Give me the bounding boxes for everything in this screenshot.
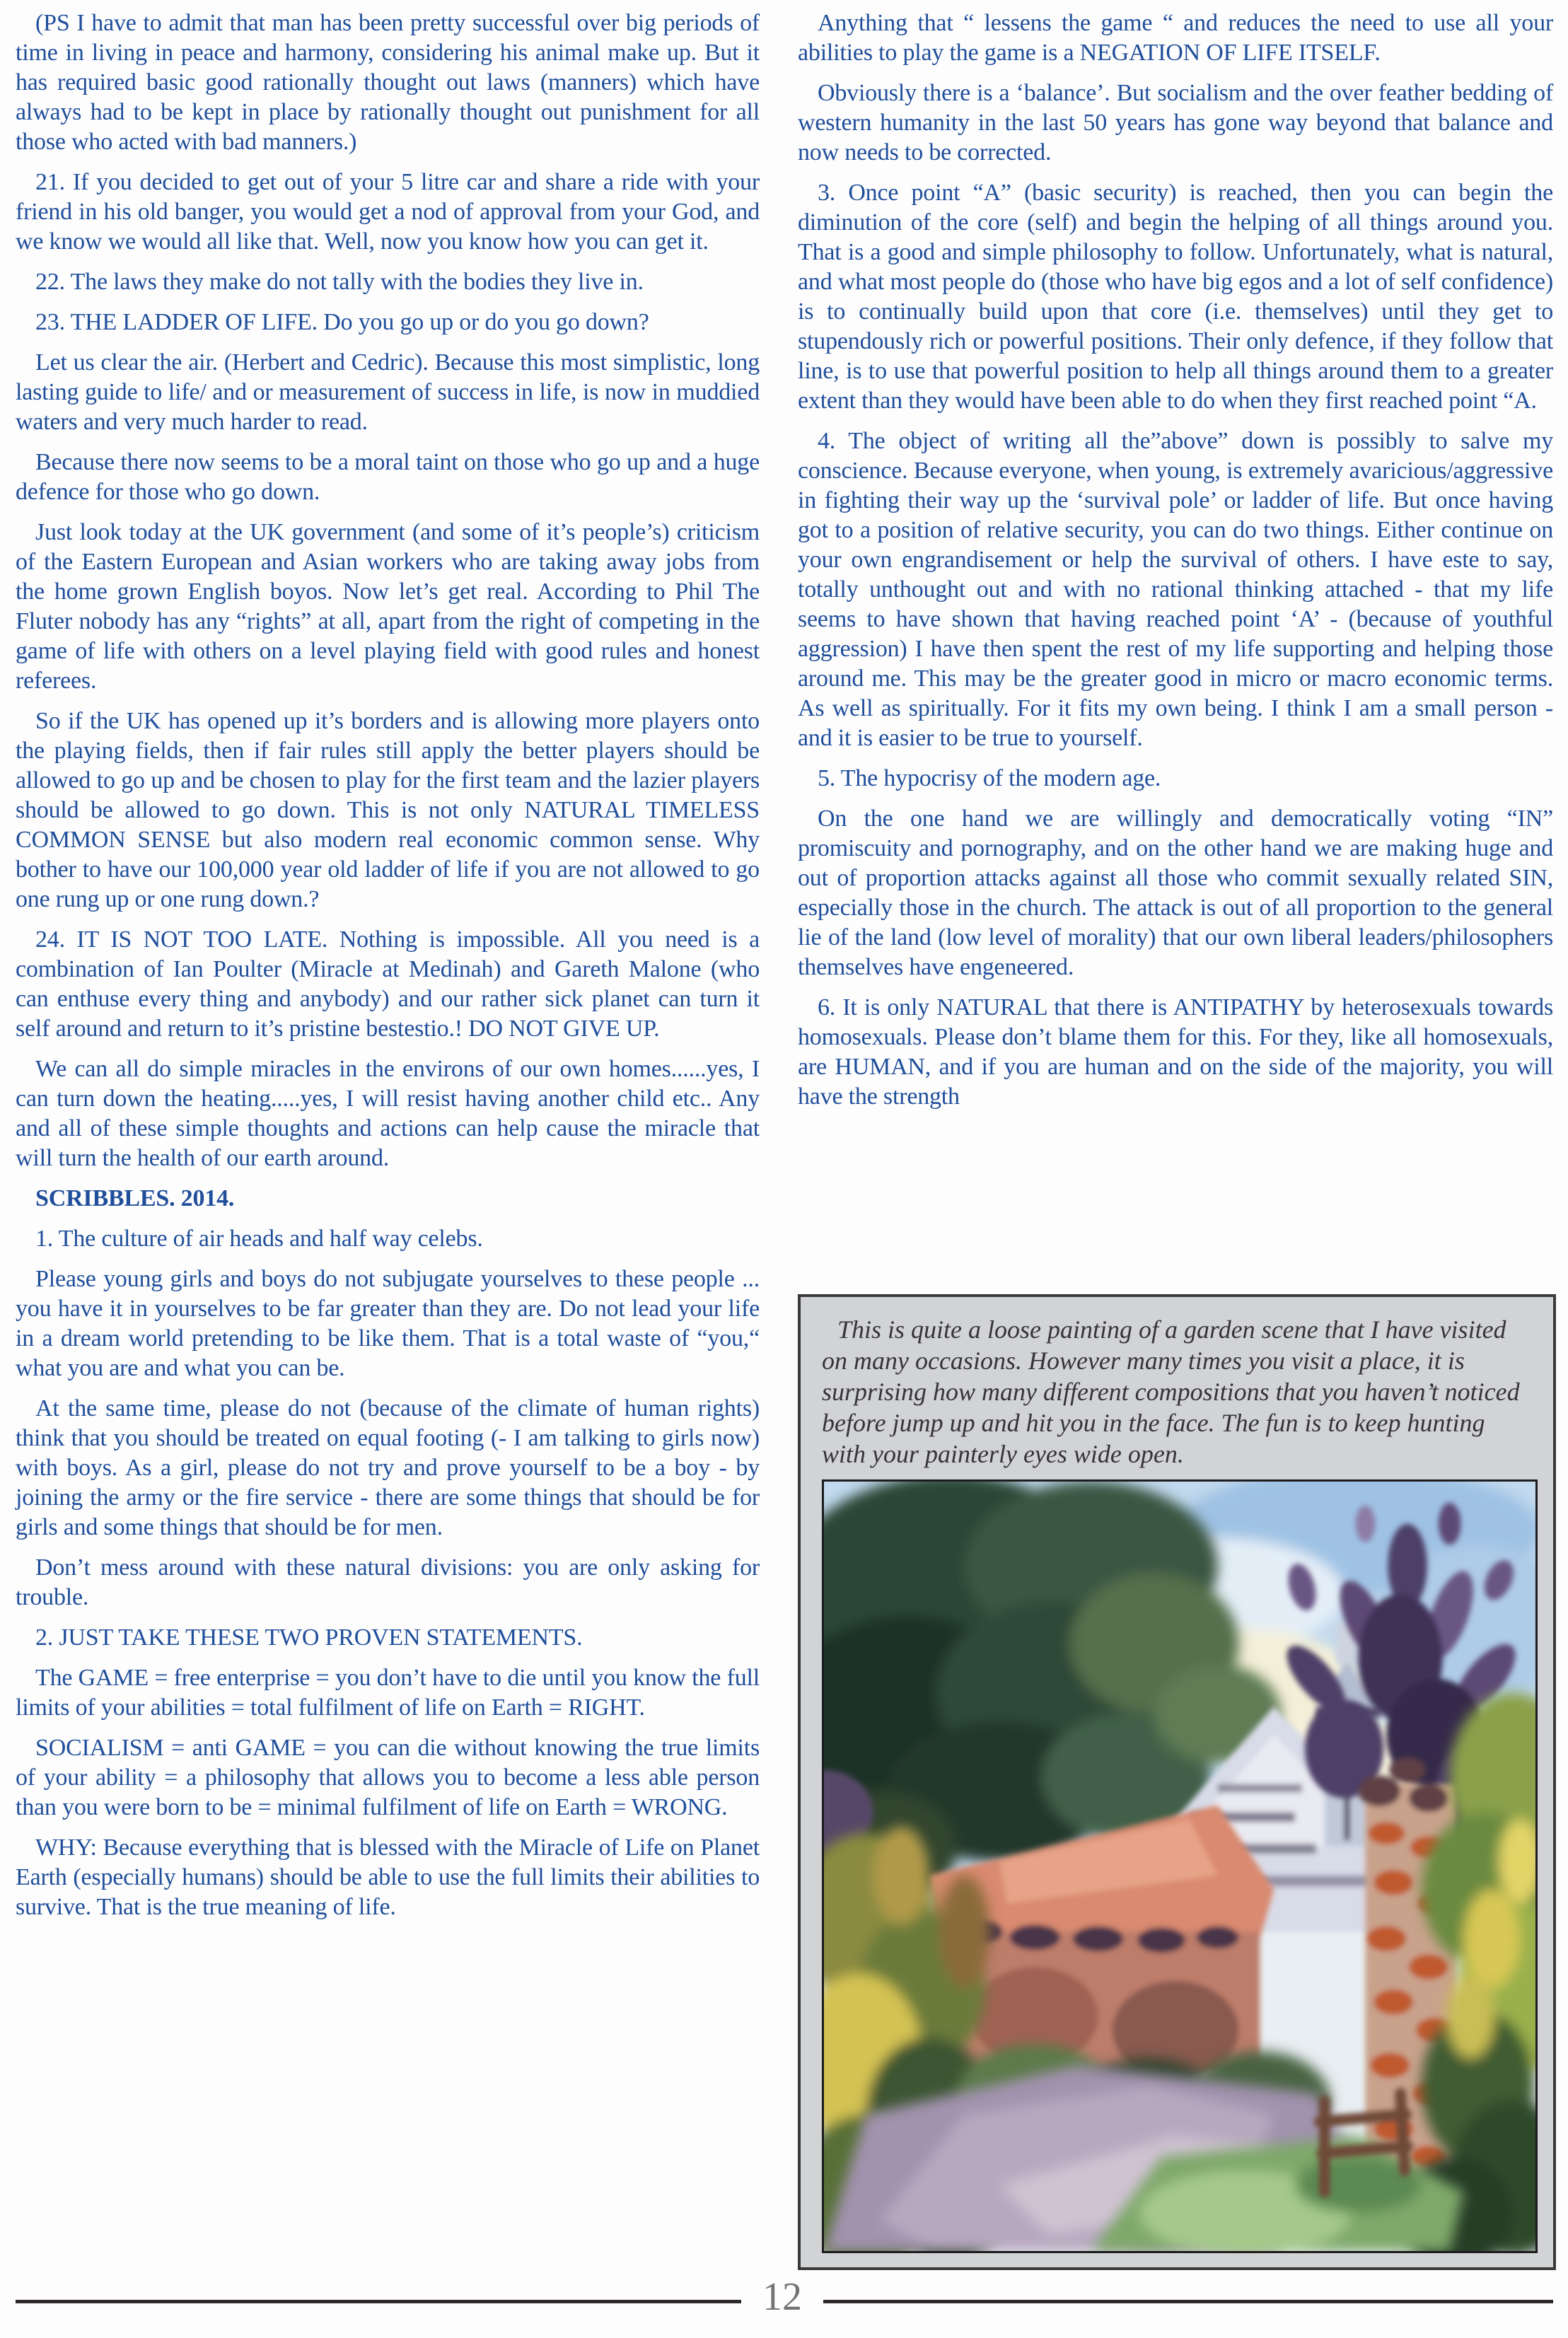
left-column <box>16 8 760 1933</box>
painting-caption-box <box>798 1294 1556 2270</box>
paragraph: Don’t mess around with these natural divisions: you are only asking for trouble. <box>16 1554 760 1610</box>
page-number: 12 <box>762 2275 802 2319</box>
right-column <box>798 8 1553 1122</box>
paragraph: Anything that “ lessens the game “ and reduces the need to use all your abilities to play the game is a NEGATION OF LIFE ITSELF. <box>798 10 1553 66</box>
paragraph: At the same time, please do not (because of the climate of human rights) think that you should be treated on equal footing (- I am talking to girls now) with boys. As a girl, please do not try and prove yourself to be a boy - by joining the army or the fire service - there are some things that should be for girls and some things that should be for men. <box>16 1395 760 1540</box>
watercolor-garden-scene-art <box>824 1482 1535 2251</box>
paragraph: (PS I have to admit that man has been pretty successful over big periods of time in living in peace and harmony, considering his animal make up. But it has required basic good rationally thought out laws (manners) which have always had to be kept in place by rationally thought out punishment for all those who acted with bad manners.) <box>16 10 760 155</box>
paragraph: The GAME = free enterprise = you don’t have to die until you know the full limits of your abilities = total fulfilment of life on Earth = RIGHT. <box>16 1665 760 1721</box>
watercolor-painting <box>822 1479 1538 2253</box>
section-heading-scribbles-2014: SCRIBBLES. 2014. <box>35 1185 235 1211</box>
paragraph: On the one hand we are willingly and democratically voting “IN” promiscuity and pornography, and on the other hand we are making huge and out of proportion attacks against all those who commit sexually related SIN, especially those in the church. The attack is out of all proportion to the general lie of the land (low level of morality) that our own liberal leaders/philosophers themselves have engeneered. <box>798 805 1553 980</box>
paragraph: Just look today at the UK government (and some of it’s people’s) criticism of the Eastern European and Asian workers who are taking away jobs from the home grown English boyos. Now let’s get real. According to Phil The Fluter nobody has any “rights” at all, apart from the right of competing in the game of life with others on a level playing field with good rules and honest referees. <box>16 519 760 694</box>
paragraph: WHY: Because everything that is blessed with the Miracle of Life on Planet Earth (especially humans) should be able to use the full limits their abilities to survive. That is the true meaning of life. <box>16 1834 760 1920</box>
paragraph: 24. IT IS NOT TOO LATE. Nothing is impossible. All you need is a combination of Ian Poulter (Miracle at Medinah) and Gareth Malone (who can enthuse every thing and anybody) and our rather sick planet can turn it self around and return to it’s pristine bestestio.! DO NOT GIVE UP. <box>16 926 760 1042</box>
paragraph: 21. If you decided to get out of your 5 litre car and share a ride with your friend in his old banger, you would get a nod of approval from your God, and we know we would all like that. Well, now you know how you can get it. <box>16 169 760 255</box>
paragraph: 2. JUST TAKE THESE TWO PROVEN STATEMENTS. <box>35 1624 583 1651</box>
paragraph: 6. It is only NATURAL that there is ANTIPATHY by heterosexuals towards homosexuals. Please don’t blame them for this. For they, like all homosexuals, are HUMAN, and if you are human and on the side of the majority, you will have the strength <box>798 994 1553 1110</box>
paragraph: 4. The object of writing all the”above” down is possibly to salve my conscience. Because everyone, when young, is extremely avaricious/aggressive in fighting their way up the ‘survival pole’ or ladder of life. But once having got to a position of relative security, you can do two things. Either continue on your own engrandisement or help the survival of others. I have este to say, totally unthought out and with no rational thinking attached - that my life seems to have shown that having reached point ‘A’ - (because of youthful aggression) I have then spent the rest of my life supporting and helping those around me. This may be the greater good in micro or macro economic terms. As well as spiritually. For it fits my own being. I think I am a small person - and it is easier to be true to yourself. <box>798 428 1553 751</box>
footer-rule-right <box>823 2300 1553 2303</box>
paragraph: We can all do simple miracles in the environs of our own homes......yes, I can turn down the heating.....yes, I will resist having another child etc.. Any and all of these simple thoughts and actions can help cause the miracle that will turn the health of our earth around. <box>16 1056 760 1171</box>
paragraph: 22. The laws they make do not tally with the bodies they live in. <box>35 269 644 295</box>
paragraph: Please young girls and boys do not subjugate yourselves to these people ... you have it in yourselves to be far greater than they are. Do not lead your life in a dream world pretending to be like them. That is a total waste of “you,“ what you are and what you can be. <box>16 1266 760 1381</box>
paragraph: 3. Once point “A” (basic security) is reached, then you can begin the diminution of the core (self) and begin the helping of all things around you. That is a good and simple philosophy to follow. Unfortunately, what is natural, and what most people do (those who have big egos and a lot of self confidence) is to continually build upon that core (i.e. themselves) until they get to stupendously rich or powerful positions. Their only defence, if they follow that line, is to use that powerful position to help all things around them to a greater extent than they would have been able to do when they first reached point “A. <box>798 180 1553 414</box>
paragraph: So if the UK has opened up it’s borders and is allowing more players onto the playing fields, then if fair rules still apply the better players should be allowed to go up and be chosen to play for the first team and the lazier players should be allowed to go down. This is not only NATURAL TIMELESS COMMON SENSE but also modern real economic common sense. Why bother to have our 100,000 year old ladder of life if you are not allowed to go one rung up or one rung down.? <box>16 708 760 912</box>
footer-rule-left <box>16 2300 741 2303</box>
paragraph: Let us clear the air. (Herbert and Cedric). Because this most simplistic, long lasting guide to life/ and or measurement of success in life, is now in muddied waters and very much harder to read. <box>16 349 760 435</box>
paragraph: 1. The culture of air heads and half way celebs. <box>35 1226 483 1252</box>
paragraph: 5. The hypocrisy of the modern age. <box>818 765 1161 791</box>
paragraph: Because there now seems to be a moral taint on those who go up and a huge defence for those who go down. <box>16 449 760 505</box>
paragraph: SOCIALISM = anti GAME = you can die without knowing the true limits of your ability = a philosophy that allows you to become a less able person than you were born to be = minimal fulfilment of life on Earth = WRONG. <box>16 1735 760 1820</box>
paragraph: Obviously there is a ‘balance’. But socialism and the over feather bedding of western humanity in the last 50 years has gone way beyond that balance and now needs to be corrected. <box>798 80 1553 165</box>
paragraph: 23. THE LADDER OF LIFE. Do you go up or do you go down? <box>35 309 649 335</box>
painting-caption: This is quite a loose painting of a garden scene that I have visited on many occasions. However many times you visit a place, it is surprising how many different compositions that you haven’t noticed before jump up and hit you in the face. The fun is to keep hunting with your painterly eyes wide open. <box>822 1315 1520 1468</box>
